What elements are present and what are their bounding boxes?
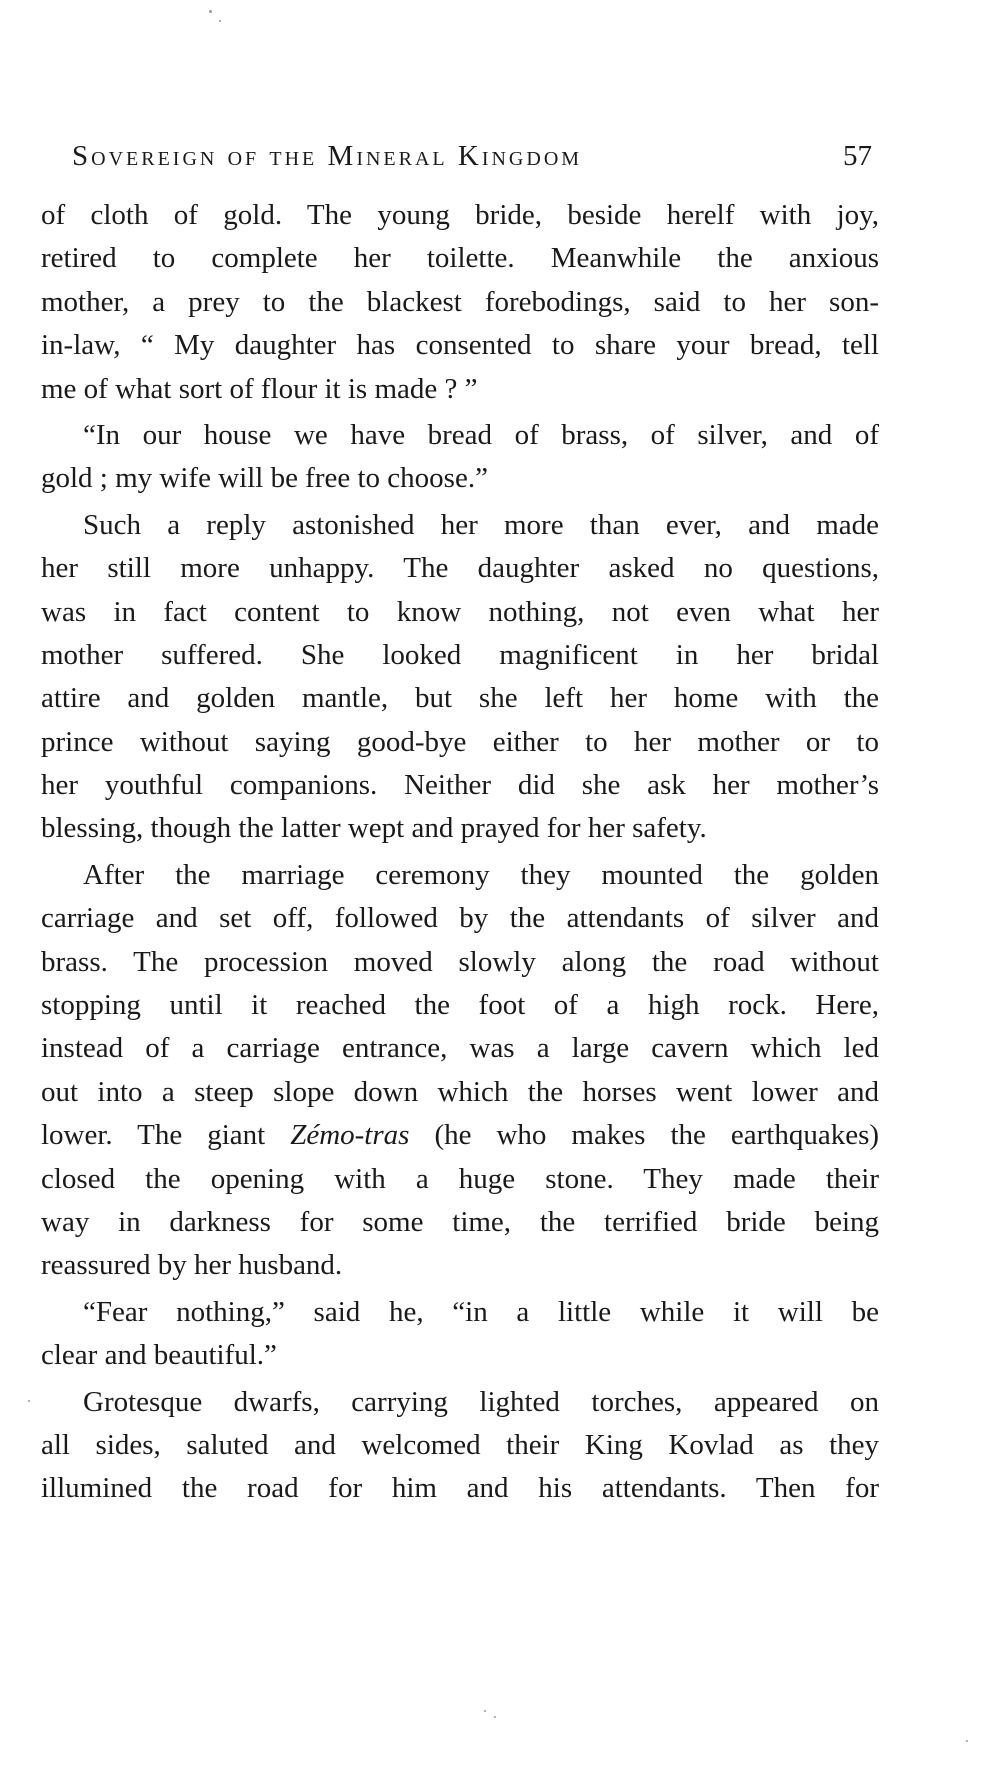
- text-line: After the marriage ceremony they mounted the golden: [83, 858, 879, 891]
- text-line: Grotesque dwarfs, carrying lighted torches, appeared on: [83, 1385, 879, 1418]
- text-line: was in fact content to know nothing, not even what her: [41, 595, 879, 628]
- text-line: clear and beautiful.”: [41, 1339, 277, 1372]
- text-line: stopping until it reached the foot of a high rock. Here,: [41, 989, 879, 1022]
- body-text: [41, 194, 879, 1511]
- text-line: illumined the road for him and his attendants. Then for: [41, 1472, 879, 1505]
- text-line: her youthful companions. Neither did she ask her mother’s: [41, 769, 879, 802]
- text-segment: lower. The giant: [41, 1119, 266, 1152]
- text-line: prince without saying good-bye either to her mother or to: [41, 725, 879, 758]
- text-line: attire and golden mantle, but she left her home with the: [41, 682, 879, 715]
- text-line: blessing, though the latter wept and prayed for her safety.: [41, 812, 707, 845]
- text-line: mother, a prey to the blackest forebodings, said to her son-: [41, 285, 879, 318]
- paper-speck: [494, 1716, 496, 1718]
- paper-speck: [209, 10, 212, 13]
- text-line: retired to complete her toilette. Meanwhile the anxious: [41, 242, 879, 275]
- paper-speck: [28, 1400, 30, 1402]
- text-line: brass. The procession moved slowly along the road without: [41, 945, 879, 978]
- text-line: out into a steep slope down which the horses went lower and: [41, 1075, 879, 1108]
- running-head: [72, 140, 872, 180]
- text-line: all sides, saluted and welcomed their King Kovlad as they: [41, 1428, 879, 1461]
- text-line: in-law, “ My daughter has consented to share your bread, tell: [41, 329, 879, 362]
- text-line: mother suffered. She looked magnificent in her bridal: [41, 638, 879, 671]
- paper-speck: [219, 20, 221, 22]
- running-title: Sovereign of the Mineral Kingdom: [72, 140, 583, 172]
- italic-name: Zémo-tras: [290, 1119, 410, 1152]
- text-line: carriage and set off, followed by the attendants of silver and: [41, 902, 879, 935]
- text-line: of cloth of gold. The young bride, beside herelf with joy,: [41, 199, 879, 231]
- text-line: “In our house we have bread of brass, of silver, and of: [83, 418, 879, 451]
- page-number: 57: [843, 140, 872, 172]
- text-line: closed the opening with a huge stone. They made their: [41, 1162, 879, 1195]
- text-line: “Fear nothing,” said he, “in a little while it will be: [83, 1295, 879, 1328]
- paper-speck: [966, 1740, 968, 1742]
- text-line: me of what sort of flour it is made ? ”: [41, 372, 478, 405]
- text-line: instead of a carriage entrance, was a large cavern which led: [41, 1032, 879, 1065]
- text-segment: (he who makes the earthquakes): [434, 1119, 880, 1152]
- text-line: Such a reply astonished her more than ever, and made: [83, 508, 879, 541]
- text-line: reassured by her husband.: [41, 1249, 343, 1282]
- text-line: her still more unhappy. The daughter asked no questions,: [41, 552, 879, 585]
- text-line: way in darkness for some time, the terrified bride being: [41, 1205, 879, 1238]
- text-line-with-italic: [41, 1114, 879, 1157]
- paper-speck: [484, 1710, 486, 1712]
- text-line: gold ; my wife will be free to choose.”: [41, 462, 488, 495]
